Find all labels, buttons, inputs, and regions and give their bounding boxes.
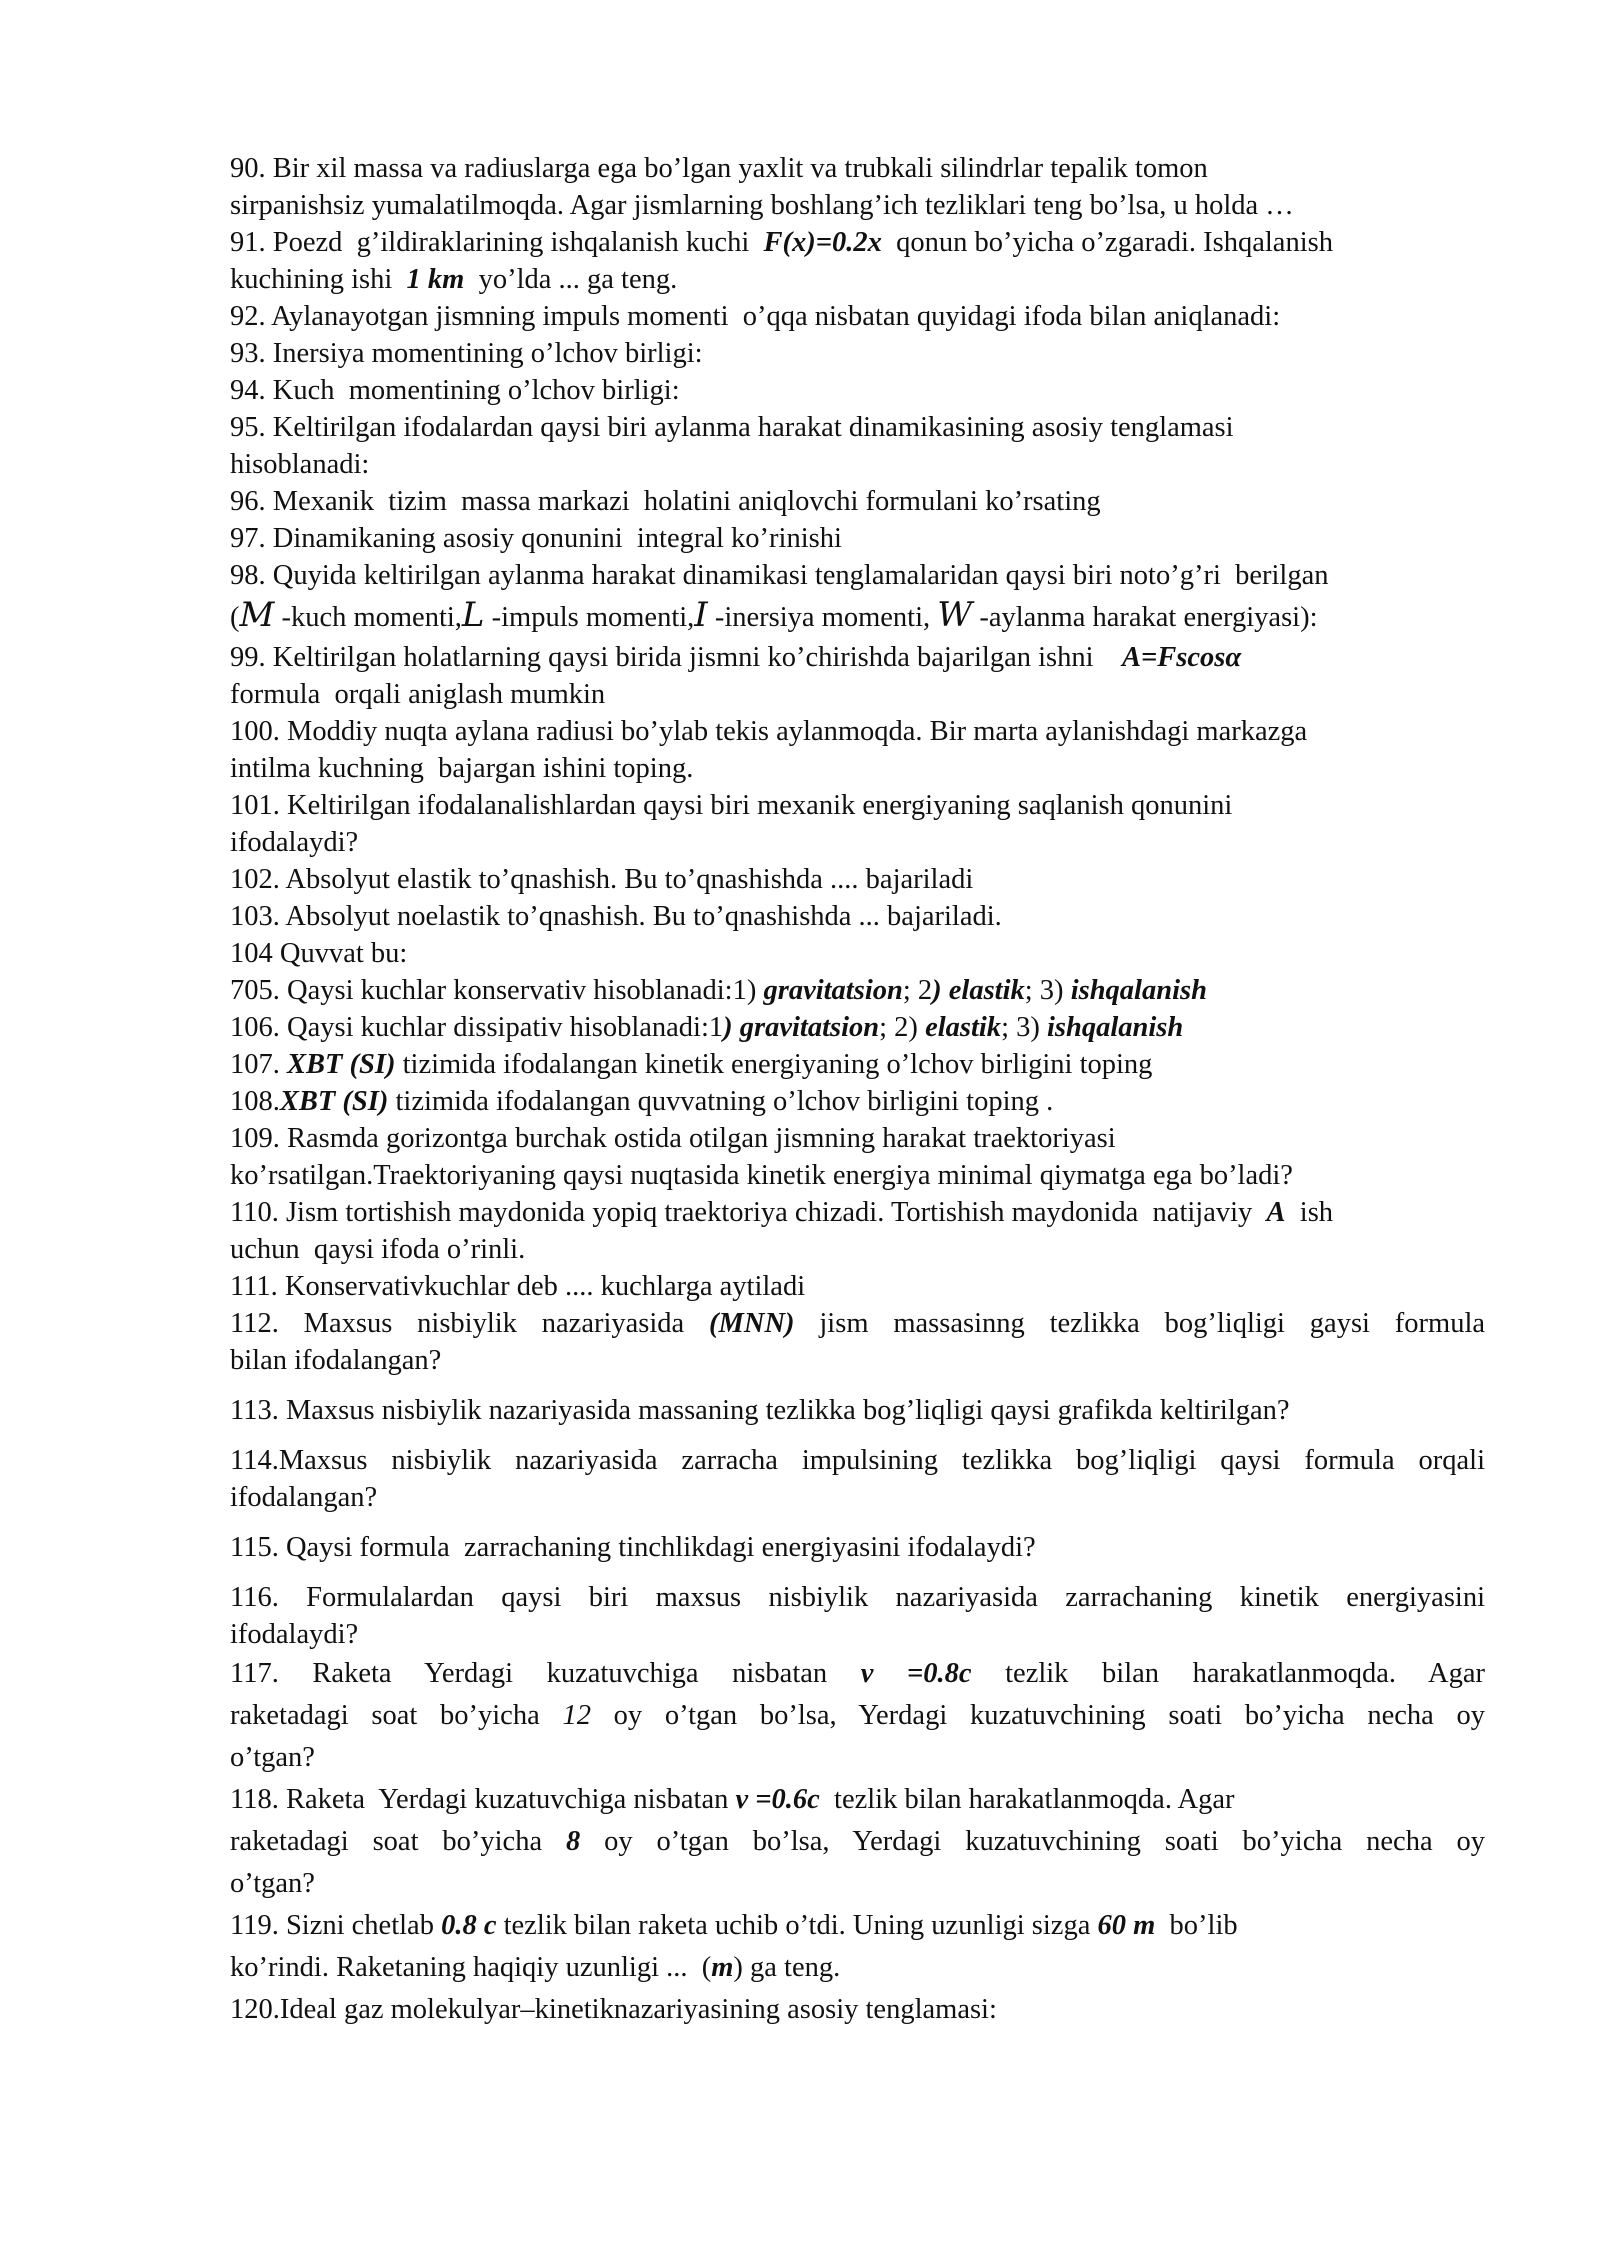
question-101-line-2: ifodalaydi? xyxy=(230,827,359,858)
question-117-line-2: raketadagi soat bo’yicha 12 oy o’tgan bo’lsa, Yerdagi kuzatuvchining soati bo’yicha necha oy xyxy=(230,1700,1485,1731)
question-106: 106. Qaysi kuchlar dissipativ hisoblanadi:1) gravitatsion; 2) elastik; 3) ishqalanish xyxy=(230,1012,1184,1043)
question-112-line-1: 112. Maxsus nisbiylik nazariyasida (MNN) jism massasinng tezlikka bog’liqligi gaysi formula xyxy=(230,1308,1486,1339)
question-110-line-2: uchun qaysi ifoda o’rinli. xyxy=(230,1234,526,1265)
question-114-line-2: ifodalangan? xyxy=(230,1482,378,1513)
question-91-line-2: kuchining ishi 1 km yo’lda ... ga teng. xyxy=(230,264,678,295)
question-98-line-1: 98. Quyida keltirilgan aylanma harakat dinamikasi tenglamalaridan qaysi biri noto’g’ri berilgan xyxy=(230,560,1329,591)
question-100-line-2: intilma kuchning bajargan ishini toping. xyxy=(230,753,694,784)
question-115: 115. Qaysi formula zarrachaning tinchlikdagi energiyasini ifodalaydi? xyxy=(230,1532,1036,1563)
question-107: 107. XBT (SI) tizimida ifodalangan kinetik energiyaning o’lchov birligini toping xyxy=(230,1049,1153,1080)
question-120: 120.Ideal gaz molekulyar–kinetiknazariyasining asosiy tenglamasi: xyxy=(230,1994,997,2025)
question-114-line-1: 114.Maxsus nisbiylik nazariyasida zarracha impulsining tezlikka bog’liqligi qaysi formula orqali xyxy=(230,1445,1485,1476)
question-98-line-2: (M -kuch momenti,L -impuls momenti,I -inersiya momenti, W -aylanma harakat energiyasi): xyxy=(230,595,1318,635)
question-109-line-1: 109. Rasmda gorizontga burchak ostida otilgan jismning harakat traektoriyasi xyxy=(230,1123,1116,1154)
question-116-line-2: ifodalaydi? xyxy=(230,1619,359,1650)
question-99-line-1: 99. Keltirilgan holatlarning qaysi birida jismni ko’chirishda bajarilgan ishni A=Fscosα xyxy=(230,642,1242,673)
question-99-line-2: formula orqali aniglash mumkin xyxy=(230,679,606,710)
question-95-line-1: 95. Keltirilgan ifodalardan qaysi biri aylanma harakat dinamikasining asosiy tenglamasi xyxy=(230,412,1234,443)
question-118-line-1: 118. Raketa Yerdagi kuzatuvchiga nisbatan v =0.6c tezlik bilan harakatlanmoqda. Agar xyxy=(230,1784,1235,1815)
formula-work: A=Fscosα xyxy=(1122,642,1242,673)
question-100-line-1: 100. Moddiy nuqta aylana radiusi bo’ylab tekis aylanmoqda. Bir marta aylanishdagi markazga xyxy=(230,716,1308,747)
question-93: 93. Inersiya momentining o’lchov birligi: xyxy=(230,338,703,369)
question-102: 102. Absolyut elastik to’qnashish. Bu to’qnashishda .... bajariladi xyxy=(230,864,974,895)
question-92: 92. Aylanayotgan jismning impuls momenti o’qqa nisbatan quyidagi ifoda bilan aniqlanadi: xyxy=(230,301,1281,332)
question-109-line-2: ko’rsatilgan.Traektoriyaning qaysi nuqtasida kinetik energiya minimal qiymatga ega bo’ladi? xyxy=(230,1160,1293,1191)
question-705: 705. Qaysi kuchlar konservativ hisoblanadi:1) gravitatsion; 2) elastik; 3) ishqalanish xyxy=(230,975,1207,1006)
question-101-line-1: 101. Keltirilgan ifodalanalishlardan qaysi biri mexanik energiyaning saqlanish qonunini xyxy=(230,790,1233,821)
question-111: 111. Konservativkuchlar deb .... kuchlarga aytiladi xyxy=(230,1271,806,1302)
question-103: 103. Absolyut noelastik to’qnashish. Bu to’qnashishda ... bajariladi. xyxy=(230,901,1002,932)
symbol-i: I xyxy=(694,595,708,635)
question-108: 108.XBT (SI) tizimida ifodalangan quvvatning o’lchov birligini toping . xyxy=(230,1086,1054,1117)
question-118-line-3: o’tgan? xyxy=(230,1868,315,1899)
question-110-line-1: 110. Jism tortishish maydonida yopiq traektoriya chizadi. Tortishish maydonida natijaviy A ish xyxy=(230,1197,1334,1228)
question-116-line-1: 116. Formulalardan qaysi biri maxsus nisbiylik nazariyasida zarrachaning kinetik energiyasini xyxy=(230,1582,1485,1613)
question-112-line-2: bilan ifodalangan? xyxy=(230,1345,442,1376)
question-104: 104 Quvvat bu: xyxy=(230,938,408,969)
question-113: 113. Maxsus nisbiylik nazariyasida massaning tezlikka bog’liqligi qaysi grafikda keltirilgan? xyxy=(230,1395,1290,1426)
question-97: 97. Dinamikaning asosiy qonunini integral ko’rinishi xyxy=(230,523,842,554)
question-96: 96. Mexanik tizim massa markazi holatini aniqlovchi formulani ko’rsating xyxy=(230,486,1101,517)
symbol-l: L xyxy=(461,595,485,635)
question-90-line-2: sirpanishsiz yumalatilmoqda. Agar jismlarning boshlang’ich tezliklari teng bo’lsa, u holda … xyxy=(230,190,1294,221)
formula-fx: F(x)=0.2x xyxy=(763,227,882,258)
question-118-line-2: raketadagi soat bo’yicha 8 oy o’tgan bo’lsa, Yerdagi kuzatuvchining soati bo’yicha necha oy xyxy=(230,1826,1485,1857)
question-94: 94. Kuch momentining o’lchov birligi: xyxy=(230,375,680,406)
question-117-line-3: o’tgan? xyxy=(230,1742,315,1773)
question-95-line-2: hisoblanadi: xyxy=(230,449,370,480)
question-91-line-1: 91. Poezd g’ildiraklarining ishqalanish kuchi F(x)=0.2x qonun bo’yicha o’zgaradi. Ishqalanish xyxy=(230,227,1333,258)
question-119-line-2: ko’rindi. Raketaning haqiqiy uzunligi ... (m) ga teng. xyxy=(230,1952,841,1983)
symbol-w: W xyxy=(937,595,973,635)
question-list xyxy=(230,150,1485,2031)
question-117-line-1: 117. Raketa Yerdagi kuzatuvchiga nisbatan v =0.8c tezlik bilan harakatlanmoqda. Agar xyxy=(230,1658,1485,1689)
question-90-line-1: 90. Bir xil massa va radiuslarga ega bo’lgan yaxlit va trubkali silindrlar tepalik tomon xyxy=(230,153,1208,184)
symbol-m: M xyxy=(239,595,275,635)
distance-value: 1 km xyxy=(406,264,465,295)
question-119-line-1: 119. Sizni chetlab 0.8 c tezlik bilan raketa uchib o’tdi. Uning uzunligi sizga 60 m bo’lib xyxy=(230,1910,1238,1941)
